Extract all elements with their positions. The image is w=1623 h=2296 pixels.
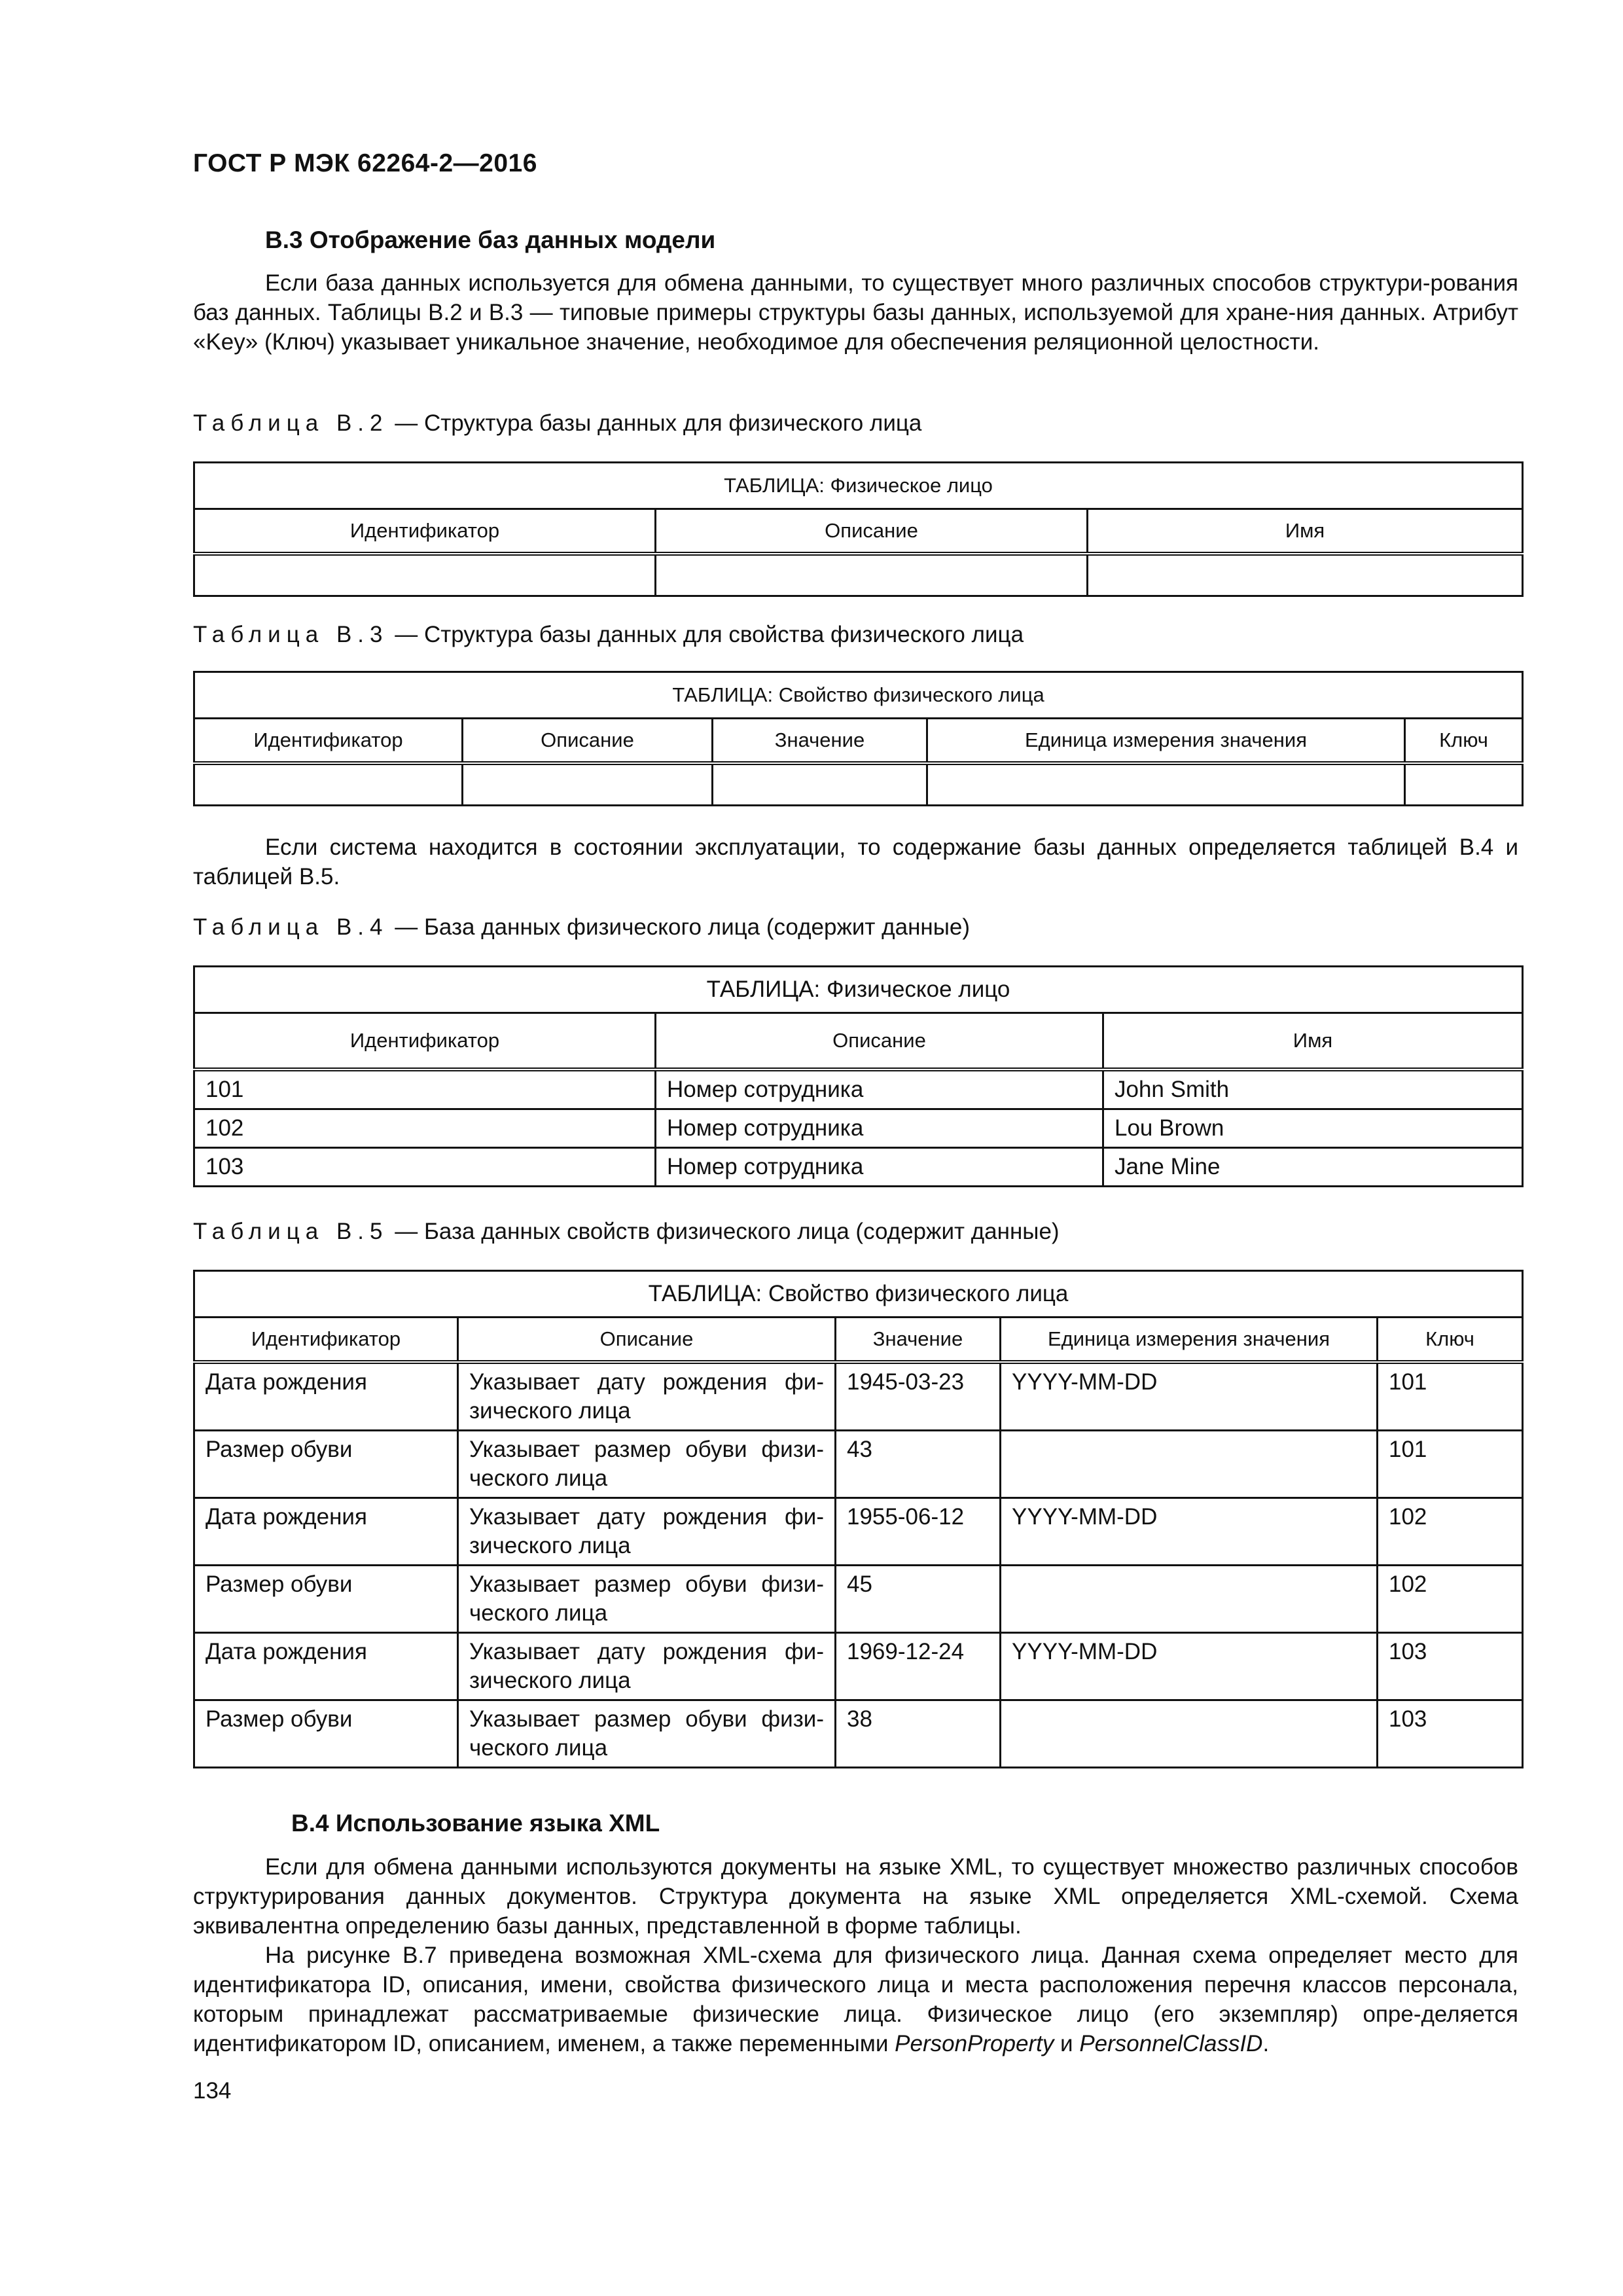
caption-table-b3 [193,622,1024,648]
table-cell: 103 [194,1148,656,1187]
caption-label: Таблица В.5 [193,1219,389,1244]
table-cell: Дата рождения [194,1362,458,1431]
caption-label: Таблица В.4 [193,914,389,940]
column-header: Идентификатор [194,1013,656,1070]
column-header: Единица измерения значения [1001,1318,1378,1363]
table-title: ТАБЛИЦА: Физическое лицо [194,463,1523,509]
table-b2 [193,461,1524,597]
column-header: Идентификатор [194,719,463,764]
table-cell: 102 [194,1109,656,1148]
table-cell: 101 [1378,1362,1523,1431]
paragraph-text-part: На рисунке В.7 приведена возможная XML-схема для физического лица. Данная схема определяет место для идентификатора ID, описания, имени, свойства физического лица и места расположения перечня классов персонала, которым принадлежат рассматриваемые физические лица. Физическое лицо (его экземпляр) опре-деляется идентификатором ID, описанием, именем, а также переменными [193,1943,1518,2056]
table-title: ТАБЛИЦА: Свойство физического лица [194,672,1523,719]
table-cell: John Smith [1103,1069,1523,1109]
caption-label: Таблица В.3 [193,622,389,647]
column-header: Описание [463,719,713,764]
table-cell: 103 [1378,1633,1523,1700]
table-cell: Размер обуви [194,1431,458,1498]
table-cell: Размер обуви [194,1566,458,1633]
table-row [194,1431,1523,1498]
caption-text: — База данных свойств физического лица (содержит данные) [388,1219,1060,1244]
table-cell: 102 [1378,1566,1523,1633]
column-header: Имя [1103,1013,1523,1070]
column-header: Идентификатор [194,1318,458,1363]
table-cell [1001,1566,1378,1633]
table-b5 [193,1270,1524,1768]
paragraph-text: Если база данных используется для обмена данными, то существует много различных способов структури-рования баз данных. Таблицы В.2 и В.3 — типовые примеры структуры базы данных, используемой для хране-ния данных. Атрибут «Key» (Ключ) указывает уникальное значение, необходимое для обеспечения реляционной целостности. [193,270,1518,355]
variable-person-property: PersonProperty [895,2031,1054,2056]
table-cell [1001,1431,1378,1498]
table-cell: Дата рождения [194,1498,458,1566]
table-cell: 101 [194,1069,656,1109]
page-number: 134 [193,2078,232,2104]
table-row [194,1148,1523,1187]
paragraph-text [193,1941,1518,2058]
table-row [194,1362,1523,1431]
table-cell: 1945-03-23 [836,1362,1001,1431]
column-header: Ключ [1405,719,1523,764]
caption-label: Таблица В.2 [193,410,389,436]
caption-table-b4 [193,914,970,941]
table-row [194,763,1523,806]
section-title-b4: В.4 Использование языка XML [291,1810,660,1837]
table-cell: 1969-12-24 [836,1633,1001,1700]
column-header: Описание [656,1013,1103,1070]
document-header: ГОСТ Р МЭК 62264-2—2016 [193,149,537,177]
table-cell: 101 [1378,1431,1523,1498]
table-cell: Указывает размер обуви физи-ческого лица [458,1566,836,1633]
table-cell: 1955-06-12 [836,1498,1001,1566]
table-cell: Указывает дату рождения фи-зического лица [458,1633,836,1700]
table-cell: 38 [836,1700,1001,1768]
table-b4 [193,965,1524,1187]
caption-text: — Структура базы данных для свойства физического лица [388,622,1024,647]
table-cell: Номер сотрудника [656,1148,1103,1187]
table-cell: 102 [1378,1498,1523,1566]
caption-table-b2 [193,410,921,437]
table-cell: 103 [1378,1700,1523,1768]
table-row [194,1498,1523,1566]
paragraph-b4 [193,1852,1518,2058]
column-header: Описание [458,1318,836,1363]
table-cell: Дата рождения [194,1633,458,1700]
section-title-b3: В.3 Отображение баз данных модели [265,226,716,253]
caption-text: — Структура базы данных для физического лица [388,410,922,436]
column-header: Значение [836,1318,1001,1363]
table-row [194,1700,1523,1768]
table-row [194,1109,1523,1148]
table-cell: Jane Mine [1103,1148,1523,1187]
column-header: Имя [1088,509,1523,554]
table-cell: YYYY-MM-DD [1001,1362,1378,1431]
paragraph-b3-operation [193,833,1518,891]
table-cell: Указывает дату рождения фи-зического лица [458,1362,836,1431]
table-cell: Номер сотрудника [656,1069,1103,1109]
table-cell: Размер обуви [194,1700,458,1768]
caption-text: — База данных физического лица (содержит данные) [388,914,971,940]
paragraph-text: Если система находится в состоянии эксплуатации, то содержание базы данных определяется таблицей В.4 и таблицей В.5. [193,834,1518,889]
table-cell: Lou Brown [1103,1109,1523,1148]
column-header: Идентификатор [194,509,656,554]
table-cell: Указывает дату рождения фи-зического лица [458,1498,836,1566]
table-title: ТАБЛИЦА: Физическое лицо [194,967,1523,1013]
table-cell: 43 [836,1431,1001,1498]
table-cell: Номер сотрудника [656,1109,1103,1148]
caption-table-b5 [193,1219,1060,1245]
column-header: Значение [713,719,927,764]
column-header: Описание [656,509,1088,554]
table-row [194,554,1523,596]
table-row [194,1566,1523,1633]
table-cell: Указывает размер обуви физи-ческого лица [458,1700,836,1768]
table-b3 [193,671,1524,806]
paragraph-text: Если для обмена данными используются документы на языке XML, то существует множество различных способов структурирования данных документов. Структура документа на языке XML определяется XML-схемой. Схема эквивалентна определению базы данных, представленной в форме таблицы. [193,1854,1518,1939]
table-cell [1001,1700,1378,1768]
table-title: ТАБЛИЦА: Свойство физического лица [194,1271,1523,1318]
table-row [194,1633,1523,1700]
paragraph-text-part: . [1262,2031,1270,2056]
table-row [194,1069,1523,1109]
table-cell: YYYY-MM-DD [1001,1498,1378,1566]
column-header: Единица измерения значения [927,719,1405,764]
table-cell: YYYY-MM-DD [1001,1633,1378,1700]
table-cell: 45 [836,1566,1001,1633]
table-cell: Указывает размер обуви физи-ческого лица [458,1431,836,1498]
variable-personnel-class-id: PersonnelClassID [1079,2031,1263,2056]
paragraph-text-part: и [1054,2031,1080,2056]
paragraph-b3-intro [193,268,1518,357]
column-header: Ключ [1378,1318,1523,1363]
